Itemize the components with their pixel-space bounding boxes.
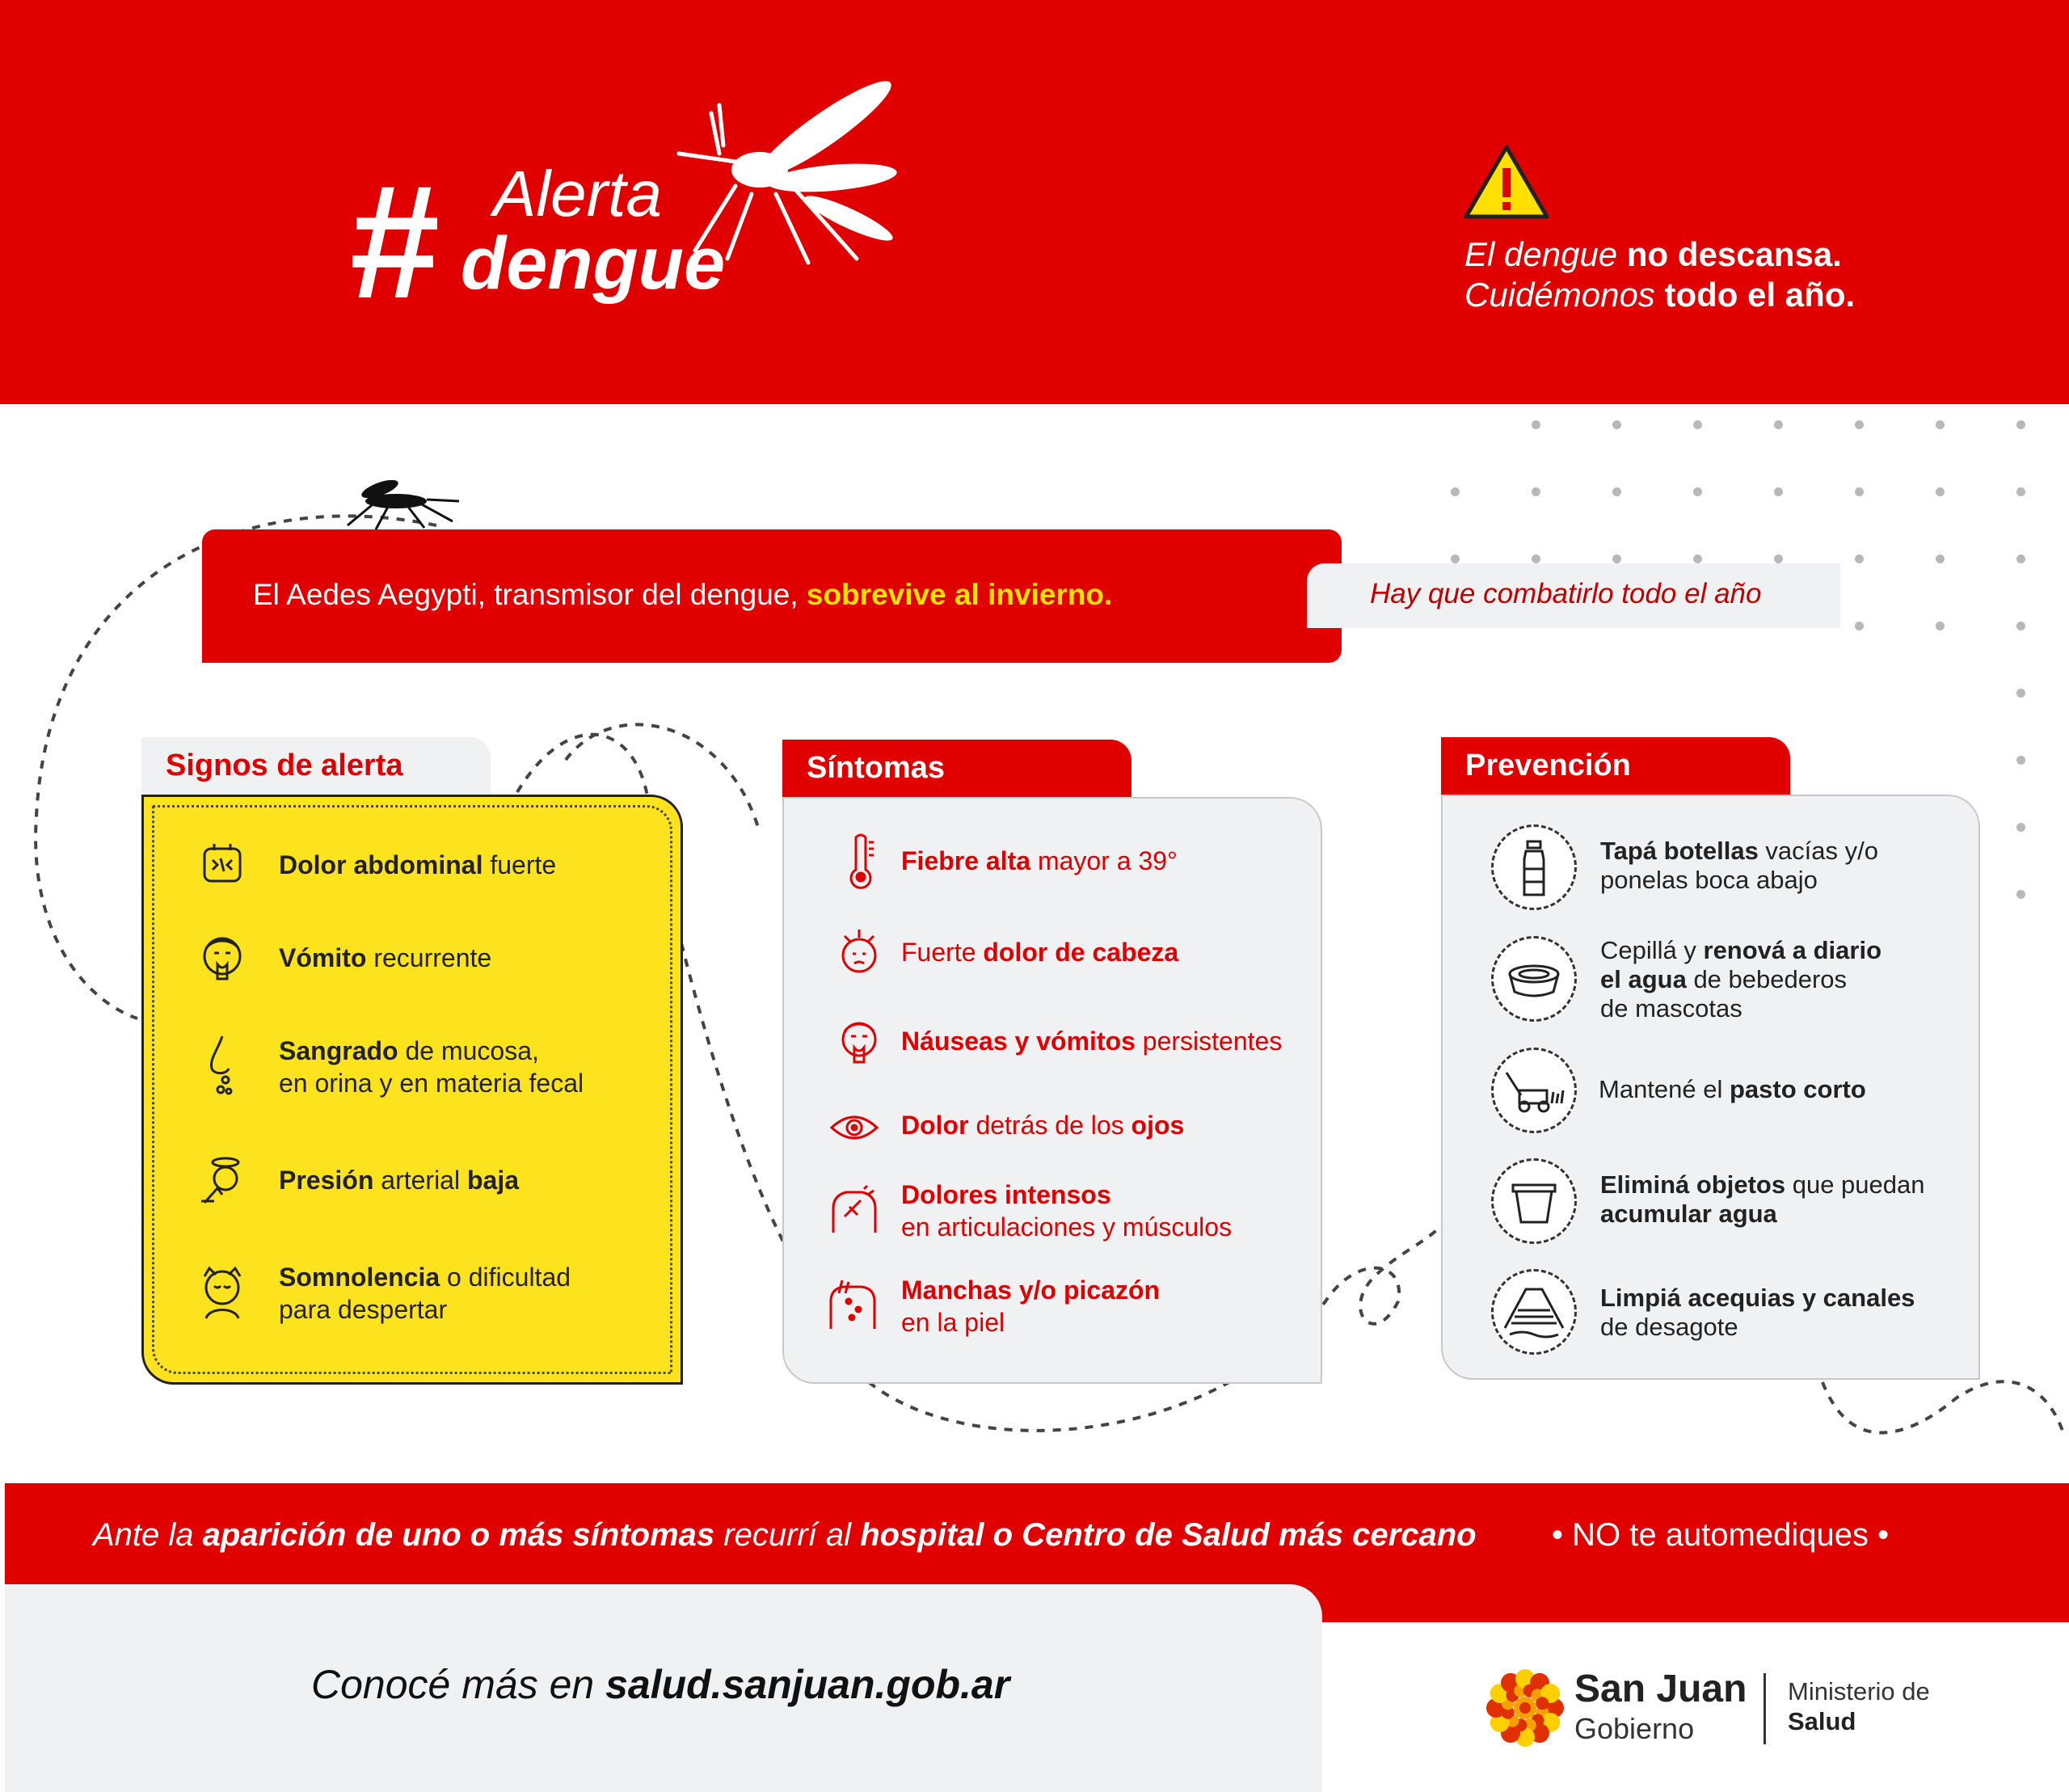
pet-bowl-icon [1491,936,1577,1022]
decorative-dot [1612,420,1621,429]
logo-subtitle: Gobierno [1574,1712,1695,1745]
sintoma-item-4: Dolor detrás de los ojos [901,1111,1185,1140]
sintoma-item-1: Fiebre alta mayor a 39° [901,846,1178,875]
decorative-dot [1532,420,1540,429]
ribbon-tag-text: Hay que combatirlo todo el año [1370,578,1762,609]
footer-link-text: Conocé más en salud.sanjuan.gob.ar [311,1662,1010,1707]
prevencion-tab: Prevención [1441,737,1790,795]
headache-icon [836,928,882,976]
signo-item-2: Vómito recurrente [279,943,492,972]
title-alerta: Alerta [493,158,662,230]
prevencion-item-2: Cepillá y renová a diario el agua de bebederos de mascotas [1600,936,1882,1022]
tagline-line-2: Cuidémonos todo el año. [1464,276,1856,314]
prevencion-item-4: Eliminá objetos que puedan acumular agua [1600,1170,1925,1228]
vomit-icon [198,934,247,982]
header-banner [0,0,2069,404]
bucket-icon [1491,1158,1577,1244]
skin-rash-icon [824,1277,881,1330]
prevencion-item-3: Mantené el pasto corto [1599,1075,1866,1103]
ministry-line-2: Salud [1788,1707,1856,1735]
ministry-line-1: Ministerio de [1788,1677,1930,1706]
dizzy-icon [198,1156,247,1206]
tagline-line-1: El dengue no descansa. [1464,235,1842,273]
joint-pain-icon [828,1184,880,1236]
decorative-dot [1855,420,1864,429]
canal-icon [1491,1269,1577,1355]
san-juan-logo-icon [1482,1665,1568,1751]
signos-tab: Signos de alerta [141,737,491,795]
signo-item-5: Somnolencia o dificultad para despertar [279,1263,571,1324]
hashtag-symbol: # [348,152,438,332]
decorative-dot [2016,420,2025,429]
mosquito-icon [663,57,905,275]
signo-item-1: Dolor abdominal fuerte [279,850,557,879]
signo-item-4: Presión arterial baja [279,1166,519,1195]
decorative-dot [1693,420,1702,429]
decorative-dot [1774,420,1783,429]
bottom-message: Ante la aparición de uno o más síntomas recurrí al hospital o Centro de Salud más cercano [93,1517,1477,1553]
logo-name: San Juan [1574,1668,1747,1710]
sleepy-icon [198,1265,247,1322]
no-automedication-note: • NO te automediques • [1552,1517,1890,1553]
signo-item-3: Sangrado de mucosa, en orina y en materia fecal [279,1036,584,1098]
bottle-icon [1491,824,1577,910]
abdomen-pain-icon [198,841,247,889]
sintoma-item-2: Fuerte dolor de cabeza [901,938,1179,967]
title-dengue: dengue [461,222,726,305]
sintomas-tab: Síntomas [782,740,1131,798]
small-mosquito-icon [331,473,461,529]
sintoma-item-6: Manchas y/o picazón en la piel [901,1275,1161,1337]
nose-bleed-icon [198,1033,247,1098]
nausea-icon [836,1017,882,1065]
prevencion-item-5: Limpiá acequias y canales de desagote [1600,1284,1915,1341]
warning-icon [1463,144,1550,221]
decorative-dot [1936,420,1945,429]
lawnmower-icon [1491,1048,1577,1133]
prevencion-item-1: Tapá botellas vacías y/o ponelas boca abajo [1600,837,1878,894]
sintoma-item-3: Náuseas y vómitos persistentes [901,1027,1283,1056]
ribbon-text: El Aedes Aegypti, transmisor del dengue, sobrevive al invierno. [253,578,1113,611]
thermometer-icon [845,833,877,889]
eye-icon [828,1111,880,1144]
sintoma-item-5: Dolores intensos en articulaciones y músculos [901,1180,1233,1242]
logo-divider [1763,1673,1766,1744]
